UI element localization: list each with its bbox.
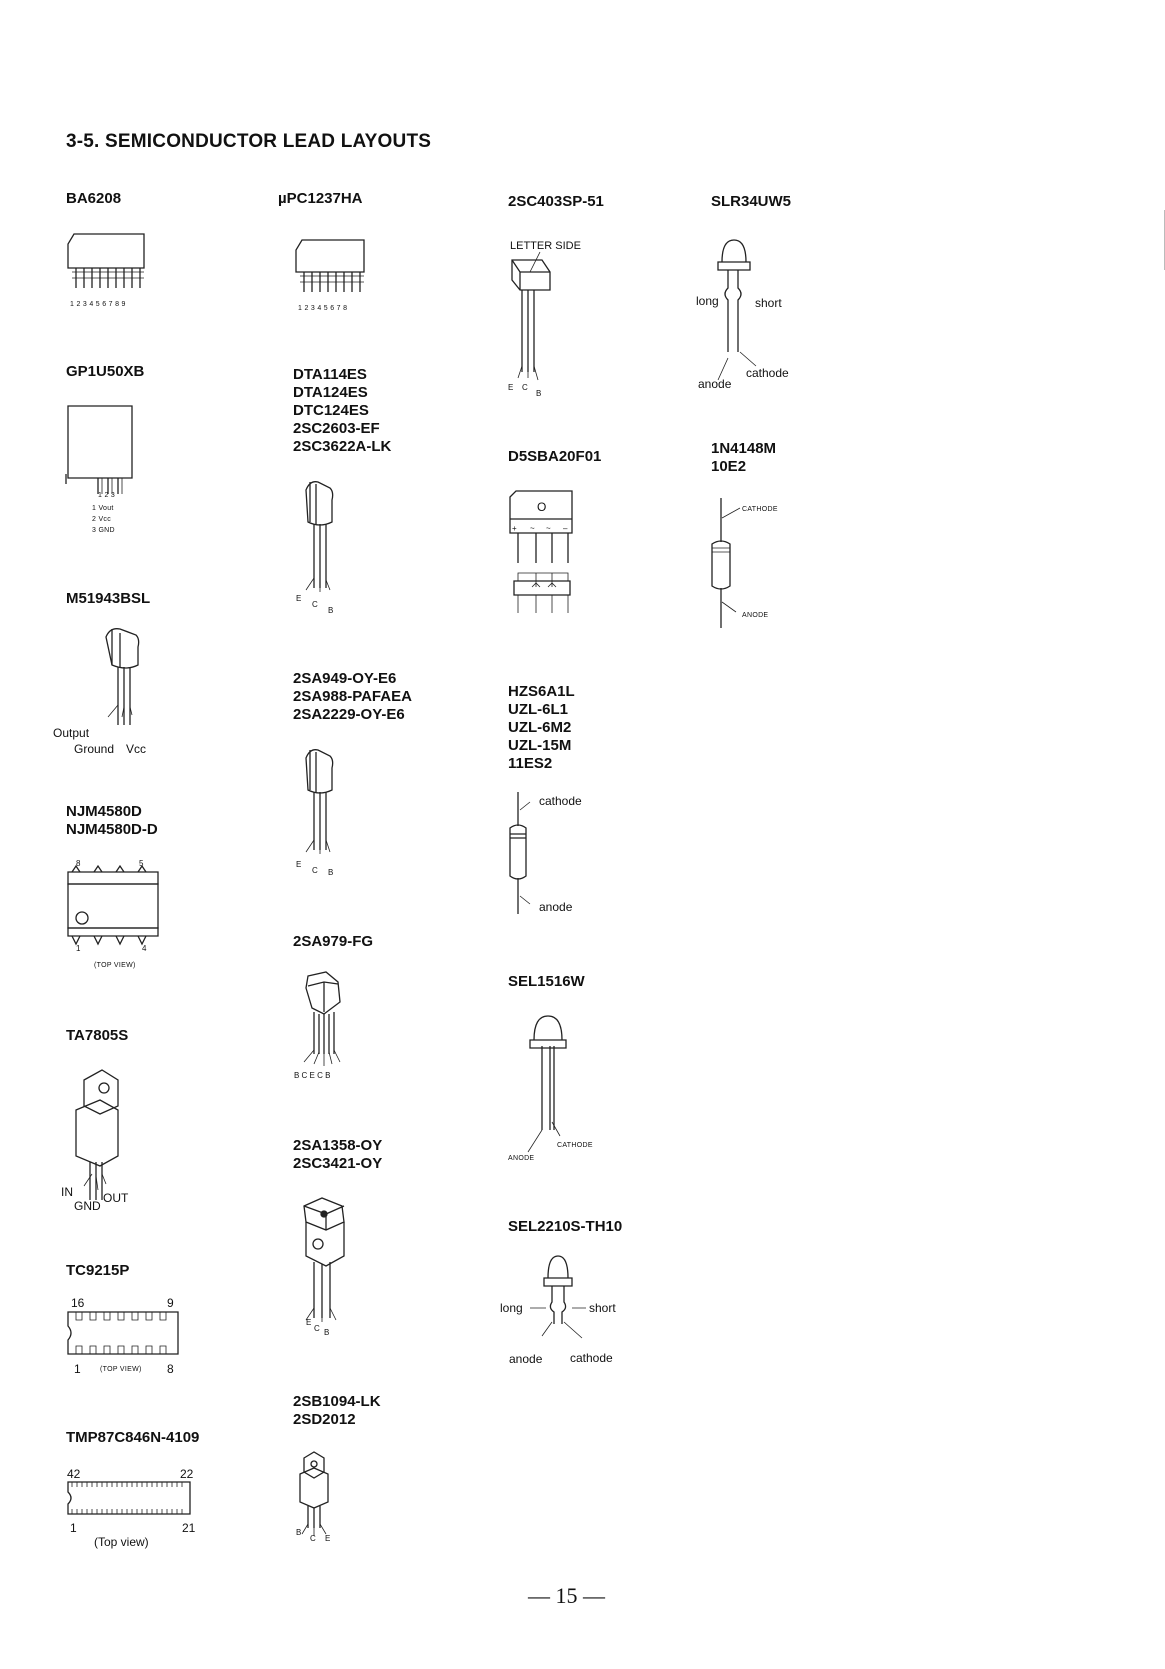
d5sba20f01-o-label: O [537,500,547,514]
part-label-njm4580d-d: NJM4580D-D [66,821,158,838]
dta-e-label: E [296,594,302,603]
part-label-dtc124es: DTC124ES [293,402,369,419]
part-label-2sd2012: 2SD2012 [293,1411,356,1428]
part-label-ba6208: BA6208 [66,190,122,207]
a1358-e-label: E [306,1318,312,1327]
part-label-njm4580d: NJM4580D [66,803,142,820]
njm4580d-view-label: (TOP VIEW) [94,962,136,969]
part-label-dta114es: DTA114ES [293,366,367,383]
part-label-11es2: 11ES2 [508,755,553,772]
part-label-2sa979-fg: 2SA979-FG [293,933,374,950]
part-label-gp1u50xb: GP1U50XB [66,363,145,380]
part-label-ta7805s: TA7805S [66,1027,129,1044]
part-label-2sa949: 2SA949-OY-E6 [293,670,397,687]
tc9215p-view-label: (TOP VIEW) [100,1366,142,1373]
tc9215p-pin8: 8 [167,1362,174,1376]
part-label-uzl-15m: UZL-15M [508,737,572,754]
ba6208-package-diagram [64,232,154,312]
part-label-2sc3622a-lk: 2SC3622A-LK [293,438,392,455]
m51943bsl-vcc-label: Vcc [126,742,147,756]
njm4580d-pin5: 5 [139,859,144,868]
tc9215p-pin16: 16 [71,1296,85,1310]
part-label-upc1237ha: µPC1237HA [278,190,363,207]
dta-c-label: C [312,600,318,609]
m51943bsl-output-label: Output [53,726,90,740]
sel2210s-anode-label: anode [509,1352,543,1366]
ta7805s-package-diagram [60,1066,150,1191]
sel1516w-anode-label: ANODE [508,1155,535,1162]
tmp87c846n-pin1: 1 [70,1521,77,1535]
njm4580d-pin1: 1 [76,944,81,953]
d5sba20f01-minus-label: – [563,524,568,533]
a949-package-diagram [296,746,356,866]
gp1u50xb-pin2: 2 Vcc [92,516,112,523]
part-label-uzl-6l1: UZL-6L1 [508,701,568,718]
part-label-2sa1358: 2SA1358-OY [293,1137,383,1154]
gp1u50xb-package-diagram [64,404,144,494]
gp1u50xb-pin1: 1 Vout [92,505,114,512]
in4148m-anode-label: ANODE [742,612,769,619]
b1094-e-label: E [325,1534,331,1543]
c403sp-b-label: B [536,389,542,398]
part-label-dta124es: DTA124ES [293,384,368,401]
gp1u50xb-pin-numbers: 1 2 3 [98,492,116,499]
a1358-b-label: B [324,1328,330,1337]
d5sba20f01-plus-label: + [512,524,517,533]
part-label-tc9215p: TC9215P [66,1262,130,1279]
sel1516w-package-diagram [504,1012,594,1147]
m51943bsl-package-diagram [60,625,180,735]
tmp87c846n-pin42: 42 [67,1467,81,1481]
a979fg-package-diagram [294,972,364,1072]
tmp87c846n-pin21: 21 [182,1521,196,1535]
part-label-m51943bsl: M51943BSL [66,590,151,607]
ba6208-pin-numbers: 1 2 3 4 5 6 7 8 9 [70,301,126,308]
b1094-package-diagram [296,1452,346,1542]
part-label-uzl-6m2: UZL-6M2 [508,719,572,736]
tc9215p-pin9: 9 [167,1296,174,1310]
part-label-2sa988: 2SA988-PAFAEA [293,688,412,705]
ta7805s-in-label: IN [61,1185,73,1199]
njm4580d-package-diagram [64,866,164,956]
part-label-2sc3421: 2SC3421-OY [293,1155,383,1172]
b1094-c-label: C [310,1534,316,1543]
a949-b-label: B [328,868,334,877]
c403sp-e-label: E [508,383,514,392]
sel1516w-cathode-label: CATHODE [557,1142,593,1149]
hzs-anode-label: anode [539,900,573,914]
hzs-cathode-label: cathode [539,794,582,808]
dta-package-diagram [296,478,356,598]
dta-b-label: B [328,606,334,615]
d5sba20f01-tilde1-label: ~ [530,524,535,533]
tmp87c846n-package-diagram [66,1480,196,1520]
tmp87c846n-pin22: 22 [180,1467,194,1481]
sel2210s-cathode-label: cathode [570,1351,613,1365]
page-number: — 15 — [528,1583,605,1608]
tc9215p-package-diagram [66,1310,184,1362]
c403sp-c-label: C [522,383,528,392]
d5sba20f01-tilde2-label: ~ [546,524,551,533]
part-label-10e2: 10E2 [711,458,747,475]
part-label-hzs6a1l: HZS6A1L [508,683,575,700]
m51943bsl-ground-label: Ground [74,742,115,756]
slr34uw5-cathode-label: cathode [746,366,789,380]
c403sp-letter-side-label: LETTER SIDE [510,240,581,252]
part-label-2sa2229: 2SA2229-OY-E6 [293,706,405,723]
in4148m-cathode-label: CATHODE [742,506,778,513]
part-label-2sb1094: 2SB1094-LK [293,1393,381,1410]
slr34uw5-anode-label: anode [698,377,732,391]
part-label-sel1516w: SEL1516W [508,973,585,990]
upc1237ha-package-diagram [292,238,372,314]
upc1237ha-pin-numbers: 1 2 3 4 5 6 7 8 [298,305,348,312]
gp1u50xb-pin3: 3 GND [92,527,115,534]
part-label-d5sba20f01: D5SBA20F01 [508,448,602,465]
b1094-b-label: B [296,1528,302,1537]
part-label-1n4148m: 1N4148M [711,440,777,457]
c403sp-package-diagram [506,252,576,392]
a949-c-label: C [312,866,318,875]
a949-e-label: E [296,860,302,869]
sel2210s-short-label: short [589,1301,616,1315]
a979fg-pin-labels: B C E C B [294,1071,331,1080]
a1358-package-diagram [296,1196,366,1326]
part-label-tmp87c846n: TMP87C846N-4109 [66,1429,200,1446]
ta7805s-gnd-label: GND [74,1199,101,1213]
njm4580d-pin8: 8 [76,859,81,868]
ta7805s-out-label: OUT [103,1191,129,1205]
slr34uw5-long-label: long [696,294,719,308]
tmp87c846n-view-label: (Top view) [94,1535,149,1549]
part-label-slr34uw5: SLR34UW5 [711,193,792,210]
page-title: 3-5. SEMICONDUCTOR LEAD LAYOUTS [66,131,432,152]
sel2210s-long-label: long [500,1301,523,1315]
part-label-2sc403sp-51: 2SC403SP-51 [508,193,604,210]
part-label-2sc2603-ef: 2SC2603-EF [293,420,380,437]
a1358-c-label: C [314,1324,320,1333]
tc9215p-pin1: 1 [74,1362,81,1376]
njm4580d-pin4: 4 [142,944,147,953]
part-label-sel2210s-th10: SEL2210S-TH10 [508,1218,623,1235]
slr34uw5-short-label: short [755,296,782,310]
